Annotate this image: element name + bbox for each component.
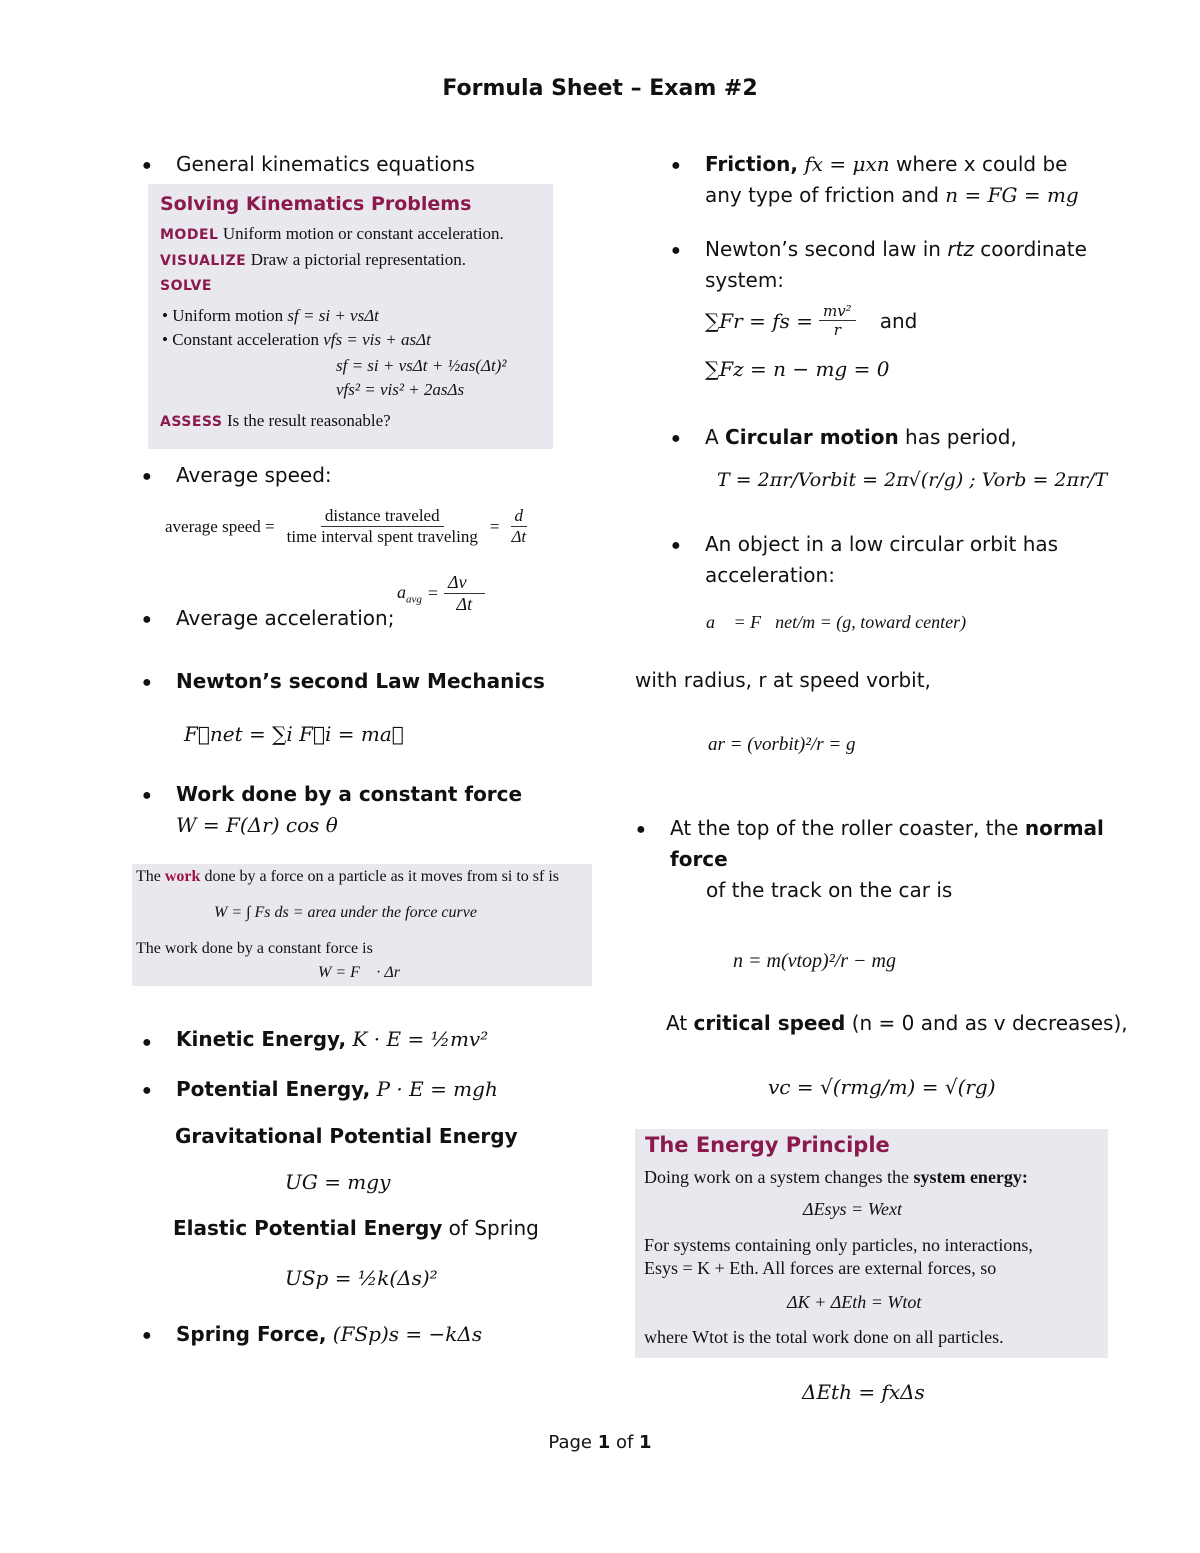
constant-eq1: vfs = vis + asΔt: [323, 330, 431, 349]
energy-box: [635, 1129, 1108, 1358]
work-box-work: work: [164, 868, 201, 885]
newton-eq: F⃗net = ∑i F⃗i = ma⃗: [184, 722, 404, 746]
bullet-icon: ●: [142, 157, 152, 174]
energy-line1: Doing work on a system changes the system energy:: [644, 1167, 1028, 1187]
spring-label: Spring Force,: [176, 1322, 327, 1346]
bullet-icon: ●: [671, 242, 681, 259]
circ-eq: T = 2πr/Vorbit = 2π√(r/g) ; Vorb = 2πr/T: [717, 469, 1108, 491]
visualize-row: [160, 250, 466, 270]
kinematics-label: General kinematics equations: [176, 152, 475, 176]
friction-text1: where x could be: [889, 152, 1068, 176]
avg-speed-d: d: [511, 506, 528, 527]
critical-eq: vc = √(rmg/m) = √(rg): [768, 1075, 996, 1099]
friction-eq2: n = FG = mg: [945, 183, 1079, 207]
avg-acc-label: Average acceleration;: [176, 606, 395, 630]
critical-row: At critical speed (n = 0 and as v decreases),: [666, 1011, 1128, 1035]
rtz-and: and: [879, 308, 918, 333]
rtz-eq2: ∑Fz = n − mg = 0: [705, 357, 890, 381]
orbit-label1: An object in a low circular orbit has: [705, 532, 1059, 556]
constant-eq3: vfs² = vis² + 2asΔs: [336, 380, 465, 399]
orbit-label2: acceleration:: [705, 563, 835, 587]
bullet-icon: ●: [142, 468, 152, 485]
ar-eq: ar = (vorbit)²/r = g: [708, 734, 856, 755]
epe-label: Elastic Potential Energy: [173, 1216, 443, 1240]
kinematics-box-title: Solving Kinematics Problems: [160, 193, 472, 215]
work-label: Work done by a constant force: [176, 782, 523, 806]
avg-speed-lhs: average speed =: [165, 516, 275, 536]
epe-row: [173, 1216, 539, 1240]
rtz-eq1-fraction: [819, 302, 856, 339]
energy-line2: For systems containing only particles, no interactions,: [644, 1235, 1033, 1255]
uniform-row: [162, 306, 379, 326]
visualize-label: VISUALIZE: [160, 253, 247, 269]
work-box-line1: The work done by a force on a particle as it moves from si to sf is: [136, 868, 560, 885]
assess-label: ASSESS: [160, 414, 223, 430]
energy-box-title: The Energy Principle: [645, 1133, 890, 1157]
bullet-icon: ●: [671, 157, 681, 174]
coaster-normal: normal: [1024, 816, 1104, 840]
coaster-eq: n = m(vtop)²/r − mg: [733, 950, 896, 972]
orbit-eq: a⃗ = F⃗net/m = (g, toward center): [706, 612, 967, 632]
pe-label: Potential Energy,: [176, 1077, 371, 1101]
bullet-icon: ●: [671, 537, 681, 554]
friction-label: Friction,: [705, 152, 798, 176]
avg-acc-formula: $a_{avg}$ = $\frac{\Delta v⃗}{\Delta t}$: [397, 572, 485, 615]
avg-speed-label: Average speed:: [176, 463, 332, 487]
avg-acc-lhs: a: [397, 581, 406, 602]
spring-row: [176, 1322, 482, 1346]
avg-speed-den: time interval spent traveling: [286, 527, 478, 546]
page-footer: Page 1 of 1: [548, 1432, 652, 1453]
gpe-label: Gravitational Potential Energy: [175, 1124, 518, 1148]
ke-row: [176, 1027, 488, 1051]
spring-eq: (FSp)s = −kΔs: [332, 1322, 483, 1346]
bullet-icon: ●: [142, 1082, 152, 1099]
work-eq: W = F(Δr) cos θ: [176, 813, 338, 837]
rtz-eq1-den: r: [833, 321, 841, 339]
footer-total: 1: [639, 1432, 652, 1453]
avg-acc-sub: avg: [406, 593, 422, 606]
uniform-text: • Uniform motion: [162, 306, 284, 325]
rtz-eq1-row: [705, 302, 917, 339]
ke-label: Kinetic Energy,: [176, 1027, 347, 1051]
bullet-icon: ●: [636, 821, 646, 838]
energy-eq2: ΔK + ΔEth = Wtot: [787, 1292, 922, 1312]
epe-eq: USp = ½k(Δs)²: [285, 1266, 438, 1290]
uniform-eq: sf = si + vsΔt: [287, 306, 379, 325]
model-row: [160, 224, 504, 244]
rtz-italic: rtz: [947, 237, 974, 261]
ke-eq: K · E = ½mv²: [352, 1027, 489, 1051]
constant-text: • Constant acceleration: [162, 330, 320, 349]
avg-acc-fraction: [444, 572, 485, 615]
work-box: [132, 864, 592, 986]
friction-row2: [705, 183, 1079, 207]
energy-eq1: ΔEsys = Wext: [803, 1199, 903, 1219]
bullet-icon: ●: [142, 611, 152, 628]
rtz-label2: coordinate: [980, 237, 1087, 261]
coaster-force: force: [670, 847, 728, 871]
rtz-row: [705, 237, 1087, 261]
rtz-eq1-num: mv²: [819, 302, 856, 321]
bullet-icon: ●: [142, 787, 152, 804]
friction-row: [705, 152, 1067, 176]
gpe-eq: UG = mgy: [285, 1170, 391, 1194]
work-box-line3: The work done by a constant force is: [136, 940, 373, 957]
avg-speed-d-fraction: [507, 506, 530, 547]
epe-label-rest: of Spring: [442, 1216, 539, 1240]
pe-eq: P · E = mgh: [376, 1077, 498, 1101]
coaster-label2: of the track on the car is: [706, 878, 953, 902]
avg-acc-num: Δv⃗: [444, 572, 485, 594]
avg-speed-formula: average speed = $\frac{\text{distance traveled}}{\text{time interval spent traveling}}$ = $\frac{d}{\Delta t}$: [165, 506, 530, 547]
kinematics-box: [148, 184, 553, 449]
constant-row: [162, 330, 431, 350]
bullet-icon: ●: [142, 1327, 152, 1344]
rtz-label1: Newton’s second law in: [705, 237, 941, 261]
avg-acc-den: Δt: [456, 594, 473, 614]
eth-eq: ΔEth = fxΔs: [802, 1380, 925, 1404]
assess-text: Is the result reasonable?: [226, 411, 391, 430]
coaster-row1: At the top of the roller coaster, the normal: [670, 816, 1104, 840]
solve-label: SOLVE: [160, 278, 212, 294]
constant-eq2: sf = si + vsΔt + ½as(Δt)²: [336, 356, 507, 375]
energy-line3: Esys = K + Eth. All forces are external forces, so: [644, 1258, 997, 1278]
model-label: MODEL: [160, 227, 219, 243]
work-box-line4: W = F⃗ · Δr⃗: [318, 964, 413, 981]
avg-speed-dt: Δt: [511, 527, 527, 546]
rtz-eq1: ∑Fr = fs =: [705, 308, 813, 333]
radius-text: with radius, r at speed vorbit,: [635, 668, 931, 692]
friction-eq: fx = μxn: [804, 152, 890, 176]
visualize-text: Draw a pictorial representation.: [250, 250, 466, 269]
avg-speed-fraction: [283, 506, 482, 547]
bullet-icon: ●: [142, 674, 152, 691]
rtz-label3: system:: [705, 268, 785, 292]
avg-speed-num: distance traveled: [321, 506, 444, 527]
page-title: Formula Sheet – Exam #2: [442, 76, 758, 101]
work-box-line2: W = ∫ Fs ds = area under the force curve: [214, 904, 477, 921]
model-text: Uniform motion or constant acceleration.: [222, 224, 504, 243]
friction-text2: any type of friction and: [705, 183, 939, 207]
critical-label: critical speed: [693, 1011, 846, 1035]
assess-row: [160, 411, 391, 431]
footer-page: 1: [597, 1432, 611, 1453]
bullet-icon: ●: [142, 1034, 152, 1051]
circ-label: Circular motion: [725, 425, 899, 449]
energy-line4: where Wtot is the total work done on all particles.: [644, 1327, 1004, 1347]
circ-row: A Circular motion has period,: [705, 425, 1017, 449]
pe-row: [176, 1077, 498, 1101]
newton-label: Newton’s second Law Mechanics: [176, 669, 545, 693]
bullet-icon: ●: [671, 430, 681, 447]
